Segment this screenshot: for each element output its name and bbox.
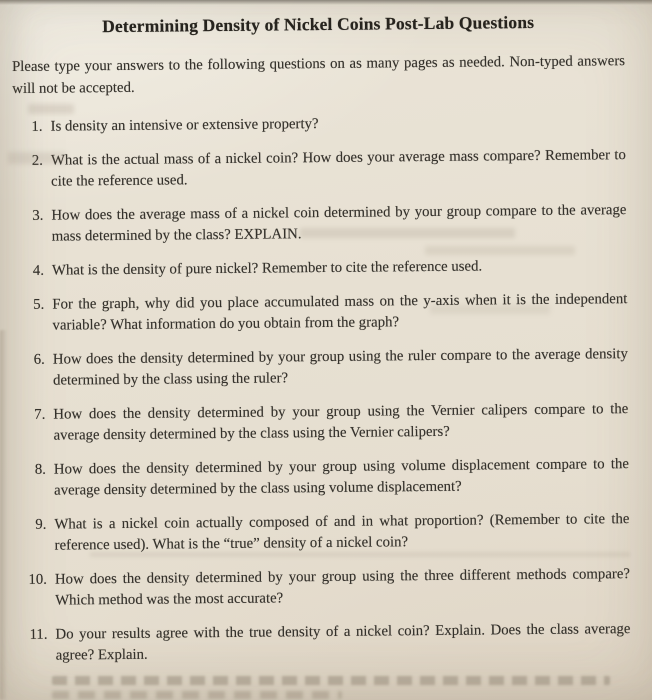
question-number: 8.: [34, 461, 46, 478]
question-list: [13, 111, 631, 667]
question-number: 6.: [33, 351, 45, 368]
question-item: [19, 200, 626, 248]
question-number: 9.: [35, 516, 47, 533]
question-item: [19, 111, 626, 138]
question-item: [23, 619, 630, 667]
question-item: [20, 255, 627, 282]
question-item: [21, 344, 628, 392]
question-text: Do your results agree with the true density of a nickel coin? Explain. Does the class average agree? Explain.: [55, 621, 631, 664]
question-item: [22, 454, 629, 502]
question-text: For the graph, why did you place accumulated mass on the y-axis when it is the independent variable? What information do you obtain from the graph?: [52, 291, 628, 334]
question-number: 10.: [28, 571, 48, 588]
question-text: What is the actual mass of a nickel coin? How does your average mass compare? Remember to cite the reference used.: [50, 147, 626, 190]
intro-paragraph: Please type your answers to the following questions on as many pages as needed. Non-typed answers will not be accepted.: [11, 53, 626, 97]
question-item: [21, 399, 628, 447]
question-text: What is a nickel coin actually composed of and in what proportion? (Remember to cite the reference used). What is the “true” density of a nickel coin?: [54, 511, 630, 554]
bleed-through-text-line: [52, 691, 342, 699]
question-number: 4.: [32, 262, 45, 279]
question-item: [22, 509, 629, 557]
question-text: How does the density determined by your group using the Vernier calipers compare to the average density determined by the class using the Vernier calipers?: [53, 401, 629, 444]
question-text: How does the density determined by your group using volume displacement compare to the average density determined by the class using volume displacement?: [53, 456, 629, 499]
question-text: How does the average mass of a nickel coin determined by your group compare to the average mass determined by the class? EXPLAIN.: [51, 202, 627, 245]
question-text: Is density an intensive or extensive property?: [50, 116, 319, 135]
page-title: Determining Density of Nickel Coins Post-Lab Questions: [102, 11, 535, 37]
question-number: 2.: [31, 152, 44, 169]
question-text: What is the density of pure nickel? Remember to cite the reference used.: [51, 258, 483, 279]
question-number: 11.: [29, 626, 48, 643]
question-text: How does the density determined by your group using the three different methods compare? Which method was the most accurate?: [54, 566, 631, 609]
question-item: [23, 564, 630, 612]
question-number: 1.: [31, 118, 43, 135]
question-text: How does the density determined by your group using the ruler compare to the average density determined by the class using the ruler?: [52, 346, 628, 389]
question-number: 3.: [32, 207, 44, 224]
question-number: 5.: [33, 296, 45, 313]
question-number: 7.: [34, 406, 46, 423]
question-item: [20, 289, 627, 337]
question-item: [19, 145, 626, 193]
